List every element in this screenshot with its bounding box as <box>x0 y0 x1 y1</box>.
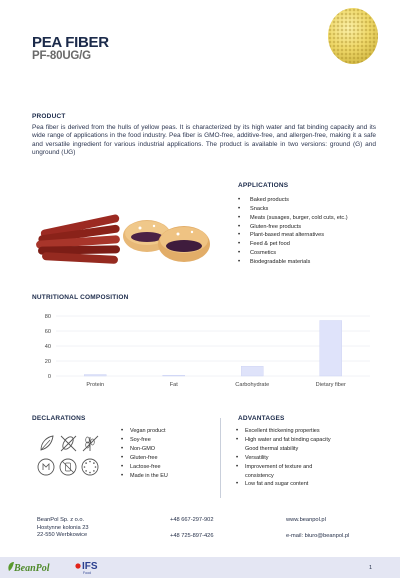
page-number: 1 <box>369 565 373 571</box>
x-tick-label: Protein <box>86 382 105 388</box>
product-description: Pea fiber is derived from the hulls of yellow peas. It is characterized by its high water and fat binding capacity and its wide range of applications in the food industry. Pea fiber is GMO-free, additive-free, and allergen-free, making it a safe and versatile ingredient for various industrial applications. The product is available in two versions: ground (G) and unground (UG) <box>32 124 376 157</box>
advantage-item: • Excellent thickening properties <box>233 427 383 436</box>
application-item: • Baked products <box>238 196 348 205</box>
company-name: BeanPol Sp. z o.o. <box>37 517 85 523</box>
lactose-free-icon <box>60 459 76 475</box>
column-divider <box>220 418 221 498</box>
x-tick-label: Dietary fiber <box>315 382 346 388</box>
beanpol-logo <box>6 560 66 574</box>
phone-2[interactable]: +48 725-897-426 <box>170 533 214 539</box>
declaration-item: • Vegan product <box>118 427 168 436</box>
product-heading: PRODUCT <box>32 113 66 120</box>
y-tick-label: 80 <box>44 314 51 320</box>
declaration-icons <box>34 432 104 480</box>
food-photo <box>34 204 214 268</box>
advantage-item: • Improvement of texture and <box>233 463 383 472</box>
declarations-heading: DECLARATIONS <box>32 415 86 422</box>
ifs-logo-text: IFS <box>82 561 98 572</box>
bar-dietary-fiber <box>320 321 342 377</box>
declaration-item: • Made in the EU <box>118 472 168 481</box>
page-title: PEA FIBER <box>32 34 109 51</box>
advantage-item: Good thermal stability <box>245 445 299 452</box>
vegan-leaf-icon <box>41 436 53 450</box>
applications-list <box>238 196 348 267</box>
email-link[interactable]: e-mail: biuro@beanpol.pl <box>286 533 350 539</box>
y-tick-label: 20 <box>44 359 51 365</box>
gluten-free-icon <box>83 436 98 451</box>
product-code: PF-80UG/G <box>32 50 91 62</box>
x-tick-label: Fat <box>169 382 178 388</box>
y-tick-label: 0 <box>47 374 51 380</box>
declaration-item: • Lactose-free <box>118 463 168 472</box>
website-link[interactable]: www.beanpol.pl <box>286 517 326 523</box>
declarations-list <box>118 427 168 480</box>
bar-protein <box>84 375 106 377</box>
company-city: 22-550 Werbkowice <box>37 532 88 539</box>
bar-carbohydrate <box>241 366 263 376</box>
soy-free-icon <box>61 435 76 451</box>
advantage-item: • Low fat and sugar content <box>233 480 383 489</box>
nutritional-heading: NUTRITIONAL COMPOSITION <box>32 294 129 301</box>
cookies-illustration <box>123 220 210 262</box>
nutrition-bar-chart <box>34 304 374 394</box>
phone-1[interactable]: +48 667-297-902 <box>170 517 214 523</box>
advantage-item: consistency <box>245 472 274 479</box>
advantages-list <box>233 427 383 489</box>
application-item: • Feed & pet food <box>238 240 348 249</box>
ifs-logo-sub: Food <box>83 571 91 575</box>
company-street: Hostynne kolonia 23 <box>37 524 89 531</box>
advantage-item: • Versatility <box>233 454 383 463</box>
application-item: • Meats (susages, burger, cold cuts, etc.) <box>238 214 348 223</box>
sausages-illustration <box>36 214 120 264</box>
advantages-heading: ADVANTAGES <box>238 415 285 422</box>
pea-fiber-photo <box>328 8 378 64</box>
application-item: • Gluten-free products <box>238 223 348 232</box>
non-gmo-icon <box>38 459 54 475</box>
advantage-item: • High water and fat binding capacity <box>233 436 383 445</box>
y-tick-label: 40 <box>44 344 51 350</box>
y-tick-label: 60 <box>44 329 51 335</box>
x-tick-label: Carbohydrate <box>235 382 270 388</box>
ifs-logo <box>74 559 112 575</box>
made-in-eu-icon <box>82 459 98 475</box>
application-item: • Biodegradable materials <box>238 258 348 267</box>
application-item: • Cosmetics <box>238 249 348 258</box>
declaration-item: • Soy-free <box>118 436 168 445</box>
company-address <box>37 517 89 540</box>
declaration-item: • Gluten-free <box>118 454 168 463</box>
applications-heading: APPLICATIONS <box>238 182 289 189</box>
application-item: • Snacks <box>238 205 348 214</box>
bar-fat <box>163 375 185 376</box>
declaration-item: • Non-GMO <box>118 445 168 454</box>
beanpol-logo-text: BeanPol <box>14 563 50 574</box>
application-item: • Plant-based meat alternatives <box>238 231 348 240</box>
